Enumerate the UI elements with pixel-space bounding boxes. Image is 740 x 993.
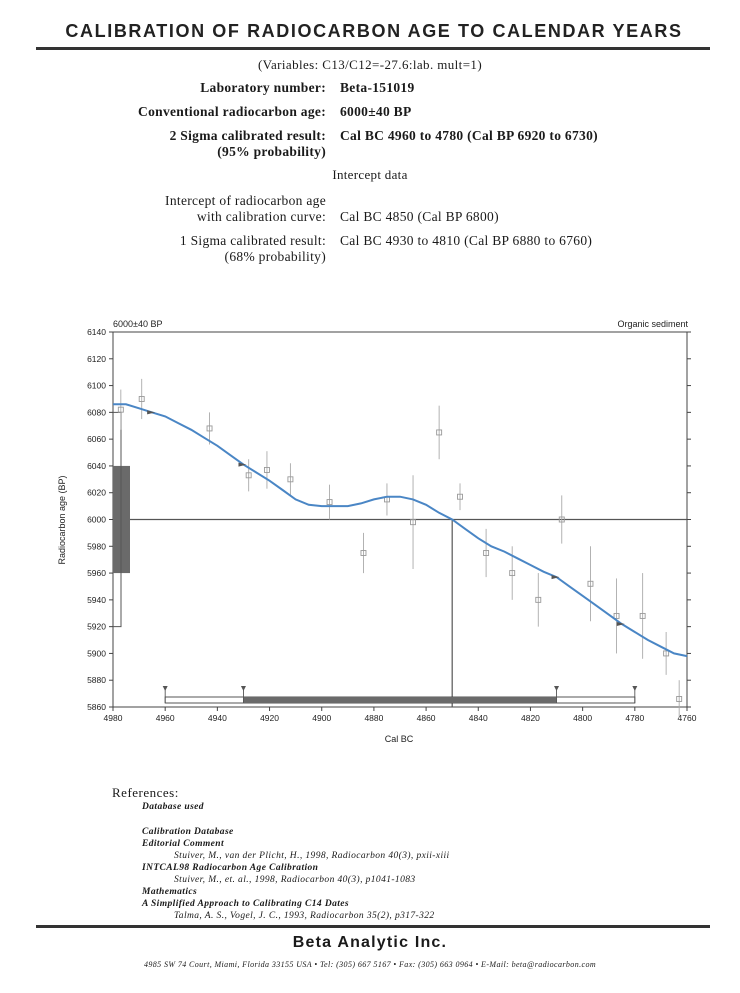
company-address: 4985 SW 74 Court, Miami, Florida 33155 USA • Tel: (305) 667 5167 • Fax: (305) 663 0964 • E-Mail: beta@radiocarbon.com (143, 960, 597, 969)
x-tick-label: 4840 (468, 713, 488, 723)
y-tick-label: 5960 (87, 568, 106, 579)
sigma1-value: Cal BC 4930 to 4810 (Cal BP 6880 to 6760) (340, 233, 593, 248)
ref-simplified-cite: Talma, A. S., Vogel, J. C., 1993, Radiocarbon 35(2), p317-322 (174, 911, 435, 921)
conv-age-value: 6000±40 BP (340, 104, 412, 119)
references-list (112, 801, 450, 922)
x-tick-label: 4760 (677, 713, 697, 723)
intercept-value: Cal BC 4850 (Cal BP 6800) (340, 209, 499, 224)
variables-line: (Variables: C13/C12=-27.6:lab. mult=1) (257, 57, 483, 72)
sigma2-value: Cal BC 4960 to 4780 (Cal BP 6920 to 6730) (340, 128, 598, 143)
lab-number-value: Beta-151019 (340, 80, 415, 95)
y-tick-label: 5860 (87, 702, 106, 712)
y-tick-label: 6140 (87, 327, 106, 337)
range-marker (163, 686, 168, 691)
ref-calibration-db: Calibration Database (142, 827, 234, 837)
chart-top-left-label: 6000±40 BP (113, 319, 163, 329)
intercept-label-line1: Intercept of radiocarbon age (165, 193, 326, 208)
intercept-heading: Intercept data (332, 167, 408, 182)
ref-editorial-cite: Stuiver, M., van der Plicht, H., 1998, Radiocarbon 40(3), pxii-xiii (174, 851, 450, 861)
references-section (112, 785, 450, 922)
y-tick-label: 6040 (87, 460, 106, 471)
x-tick-label: 4940 (207, 713, 227, 723)
range-marker (632, 686, 637, 691)
y-tick-label: 6020 (87, 487, 106, 498)
company-name: Beta Analytic Inc. (292, 934, 448, 951)
chart-top-right-label: Organic sediment (617, 319, 688, 329)
ref-spacer (142, 813, 450, 826)
x-tick-label: 4860 (416, 713, 436, 723)
ref-mathematics: Mathematics (142, 887, 198, 897)
sigma1-probability: (68% probability) (224, 249, 326, 264)
y-tick-label: 5980 (87, 541, 106, 552)
calibration-curve (113, 404, 687, 656)
x-tick-label: 4800 (573, 713, 593, 723)
ref-intcal: INTCAL98 Radiocarbon Age Calibration (142, 863, 319, 873)
y-tick-label: 6080 (87, 407, 106, 418)
y-tick-label: 5900 (87, 648, 106, 659)
x-tick-label: 4920 (260, 713, 280, 723)
sigma1-range-bar (243, 697, 556, 703)
references-heading: References: (112, 785, 179, 800)
y-tick-label: 6060 (87, 434, 106, 445)
x-tick-label: 4900 (312, 713, 332, 723)
y-tick-label: 5920 (87, 621, 106, 632)
lab-number-label: Laboratory number: (200, 80, 326, 95)
ref-intcal-cite: Stuiver, M., et. al., 1998, Radiocarbon 40(3), p1041-1083 (174, 875, 416, 885)
conv-age-label: Conventional radiocarbon age: (138, 104, 326, 119)
sigma1-label: 1 Sigma calibrated result: (179, 233, 326, 248)
y-tick-label: 6100 (87, 380, 106, 391)
range-marker (241, 686, 246, 691)
ref-database-used: Database used (142, 802, 204, 812)
y-tick-label: 6000 (87, 514, 106, 525)
x-axis-title: Cal BC (384, 734, 414, 744)
y-tick-label: 6120 (87, 353, 106, 364)
x-tick-label: 4960 (155, 713, 175, 723)
x-tick-label: 4780 (625, 713, 645, 723)
sigma2-label: 2 Sigma calibrated result: (169, 128, 326, 143)
footer-rule (36, 925, 710, 928)
x-tick-label: 4980 (103, 713, 123, 723)
sigma2-probability: (95% probability) (217, 144, 326, 159)
report-title: CALIBRATION OF RADIOCARBON AGE TO CALENDAR YEARS (65, 21, 683, 41)
y-tick-label: 5880 (87, 675, 106, 686)
range-marker (554, 686, 559, 691)
y-tick-label: 5940 (87, 594, 106, 605)
x-tick-label: 4820 (520, 713, 540, 723)
ref-simplified: A Simplified Approach to Calibrating C14 Dates (142, 899, 350, 909)
intercept-label-line2: with calibration curve: (196, 209, 326, 224)
x-tick-label: 4880 (364, 713, 384, 723)
y-axis-title: Radiocarbon age (BP) (57, 475, 67, 565)
ref-editorial: Editorial Comment (142, 839, 225, 849)
